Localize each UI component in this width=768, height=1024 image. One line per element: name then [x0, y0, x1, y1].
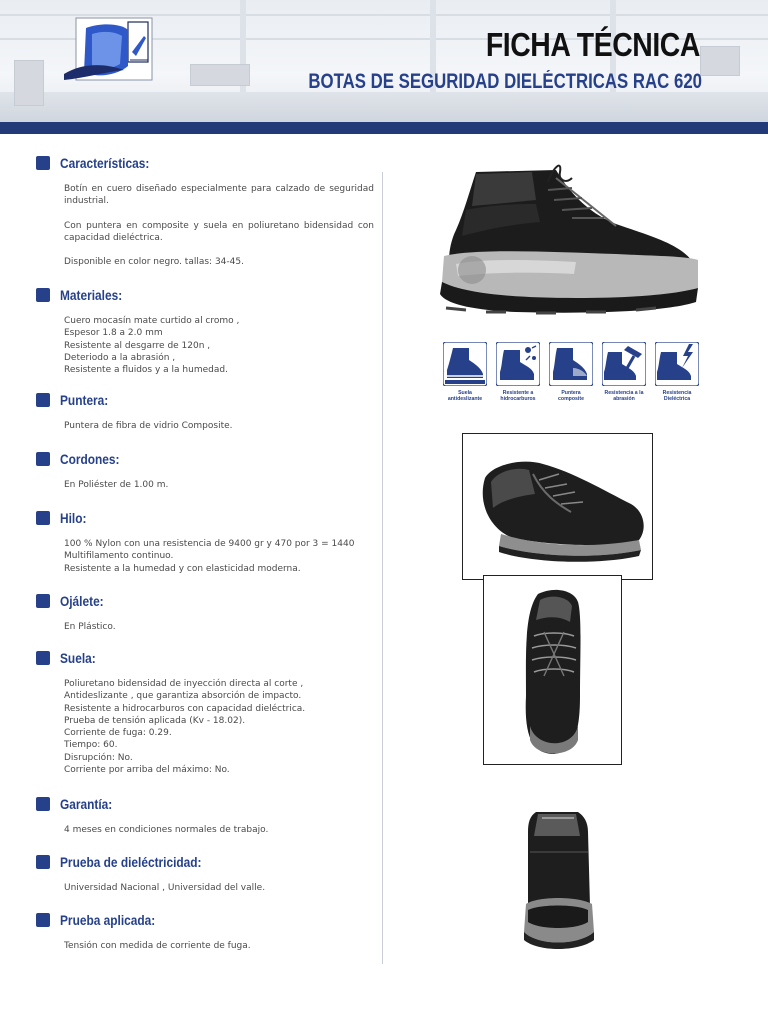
- square-bullet-icon: [36, 511, 50, 525]
- section-body: [64, 824, 374, 836]
- section-heading: [36, 450, 374, 468]
- text-line: Resistente a hidrocarburos con capacidad dieléctrica.: [64, 703, 306, 714]
- section-body: [64, 538, 374, 575]
- section-body: [64, 678, 374, 776]
- section-body: [64, 621, 374, 633]
- section-caracteristicas: [36, 154, 374, 280]
- feature-composite-toe: [546, 342, 596, 414]
- document-title: FICHA TÉCNICA: [485, 26, 700, 63]
- section-body: [64, 420, 374, 432]
- warehouse-floor: [0, 92, 768, 124]
- section-heading: [36, 509, 374, 527]
- section-materiales: [36, 286, 374, 376]
- composite-toe-icon: [549, 342, 593, 386]
- feature-hydrocarbon-resistant: [493, 342, 543, 414]
- section-title: Prueba de dieléctricidad:: [60, 854, 202, 870]
- square-bullet-icon: [36, 855, 50, 869]
- icon-label: Puntera: [561, 390, 581, 396]
- section-body: [64, 940, 374, 952]
- section-title: Materiales:: [60, 287, 123, 303]
- boot-top-photo: [483, 575, 622, 765]
- feature-dielectric-resistant: [652, 342, 702, 414]
- product-subtitle: BOTAS DE SEGURIDAD DIELÉCTRICAS RAC 620: [308, 70, 702, 93]
- text-line: En Plástico.: [64, 622, 116, 632]
- text-line: Cuero mocasín mate curtido al cromo ,: [64, 316, 240, 326]
- square-bullet-icon: [36, 393, 50, 407]
- section-prueba-dielectricidad: [36, 853, 374, 894]
- paragraph: Disponible en color negro. tallas: 34-45.: [64, 257, 244, 268]
- section-heading: [36, 154, 374, 172]
- text-line: Tiempo: 60.: [64, 740, 118, 751]
- section-heading: [36, 391, 374, 409]
- section-body: [64, 882, 374, 894]
- text-line: Prueba de tensión aplicada (Kv - 18.02).: [64, 715, 246, 726]
- text-line: Espesor 1.8 a 2.0 mm: [64, 328, 163, 339]
- feature-abrasion-resistant: [599, 342, 649, 414]
- square-bullet-icon: [36, 156, 50, 170]
- section-title: Suela:: [60, 650, 96, 666]
- icon-label: antideslizante: [447, 396, 483, 403]
- section-puntera: [36, 391, 374, 432]
- section-title: Garantía:: [60, 796, 113, 812]
- hydrocarbon-resistant-icon: [496, 342, 540, 386]
- icon-label: composite: [558, 396, 584, 403]
- section-garantia: [36, 795, 374, 836]
- section-title: Hilo:: [60, 510, 87, 526]
- text-line: Multifilamento continuo.: [64, 551, 174, 562]
- column-divider: [382, 172, 383, 964]
- square-bullet-icon: [36, 594, 50, 608]
- section-hilo: [36, 509, 374, 575]
- section-title: Características:: [60, 155, 150, 171]
- section-heading: [36, 286, 374, 304]
- section-title: Ojálete:: [60, 593, 104, 609]
- dielectric-resistant-icon: [655, 342, 699, 386]
- section-title: Prueba aplicada:: [60, 912, 156, 928]
- warehouse-shelf: [700, 46, 740, 76]
- section-body: [64, 183, 374, 268]
- text-line: Poliuretano bidensidad de inyección directa al corte ,: [64, 679, 304, 689]
- text-line: Corriente por arriba del máximo: No.: [64, 765, 230, 776]
- section-title: Cordones:: [60, 451, 120, 467]
- feature-icons: [440, 342, 700, 414]
- icon-label: Dieléctrica: [663, 396, 691, 403]
- icon-label: abrasión: [613, 396, 635, 403]
- warehouse-shelf: [190, 64, 250, 86]
- section-body: [64, 315, 374, 376]
- boot-angle-photo: [462, 433, 653, 580]
- section-heading: [36, 911, 374, 929]
- section-heading: [36, 853, 374, 871]
- warehouse-shelf: [14, 60, 44, 106]
- section-heading: [36, 592, 374, 610]
- icon-label: Resistencia: [662, 390, 692, 396]
- section-cordones: [36, 450, 374, 491]
- text-line: Puntera de fibra de vidrio Composite.: [64, 421, 233, 431]
- section-suela: [36, 649, 374, 776]
- icon-label: Resistente a: [502, 390, 534, 396]
- header-stripe: [0, 122, 768, 134]
- text-line: 4 meses en condiciones normales de trabajo.: [64, 825, 269, 835]
- section-body: [64, 479, 374, 491]
- header-banner: [0, 0, 768, 124]
- company-logo-icon: [62, 14, 158, 84]
- icon-label: Suela: [458, 390, 472, 396]
- paragraph: Con puntera en composite y suela en poliuretano bidensidad con capacidad dieléctrica.: [64, 220, 374, 243]
- square-bullet-icon: [36, 452, 50, 466]
- text-line: Tensión con medida de corriente de fuga.: [64, 941, 251, 951]
- boot-rear-view-image: [518, 806, 598, 952]
- text-line: Deteriodo a la abrasión ,: [64, 352, 176, 363]
- text-line: Resistente a la humedad y con elasticidad moderna.: [64, 563, 301, 574]
- square-bullet-icon: [36, 651, 50, 665]
- text-line: Antideslizante , que garantiza absorción de impacto.: [64, 691, 302, 702]
- text-line: Resistente a fluidos y a la humedad.: [64, 365, 228, 376]
- icon-label: hidrocarburos: [500, 396, 536, 403]
- section-prueba-aplicada: [36, 911, 374, 952]
- slip-resistant-sole-icon: [443, 342, 487, 386]
- section-ojalete: [36, 592, 374, 633]
- square-bullet-icon: [36, 797, 50, 811]
- text-line: Resistente al desgarre de 120n ,: [64, 340, 211, 351]
- square-bullet-icon: [36, 288, 50, 302]
- text-line: En Poliéster de 1.00 m.: [64, 480, 169, 490]
- section-heading: [36, 795, 374, 813]
- text-line: Corriente de fuga: 0.29.: [64, 728, 172, 739]
- feature-slip-resistant-sole: [440, 342, 490, 414]
- paragraph: Botín en cuero diseñado especialmente para calzado de seguridad industrial.: [64, 184, 374, 207]
- icon-label: Resistencia a la: [604, 390, 644, 396]
- abrasion-resistant-icon: [602, 342, 646, 386]
- text-line: Universidad Nacional , Universidad del valle.: [64, 883, 266, 893]
- text-line: Disrupción: No.: [64, 752, 133, 763]
- section-heading: [36, 649, 374, 667]
- boot-top-view-image: [484, 576, 621, 764]
- boot-three-quarter-image: [463, 434, 652, 579]
- square-bullet-icon: [36, 913, 50, 927]
- boot-side-view-image: [436, 160, 702, 320]
- text-line: 100 % Nylon con una resistencia de 9400 gr y 470 por 3 = 1440: [64, 539, 355, 549]
- section-title: Puntera:: [60, 392, 109, 408]
